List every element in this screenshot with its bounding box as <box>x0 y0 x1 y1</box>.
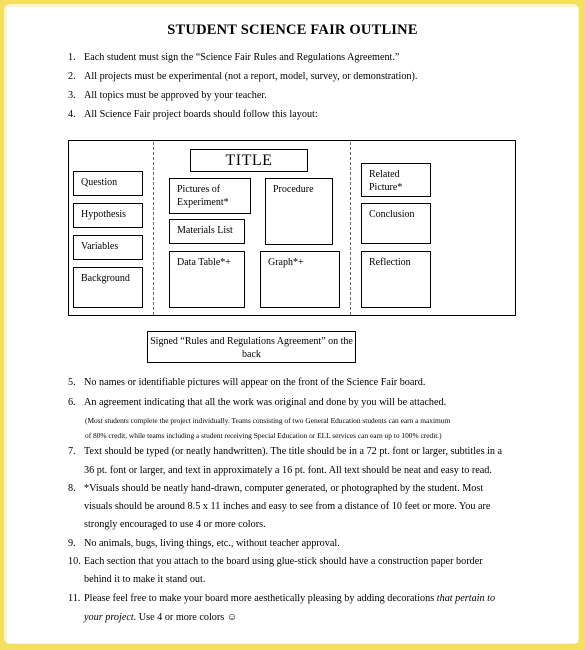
question-box: Question <box>73 171 143 196</box>
materials-box: Materials List <box>169 219 245 244</box>
credit-note-line: (Most students complete the project individually. Teams consisting of two General Education students can earn a maximum <box>85 416 451 425</box>
hypothesis-box: Hypothesis <box>73 203 143 228</box>
fold-line-left <box>153 142 154 315</box>
variables-box: Variables <box>73 235 143 260</box>
graph-box: Graph*+ <box>260 251 340 308</box>
credit-note-line: of 80% credit, while teams including a student receiving Special Education or ELL services can earn up to 100% credit.) <box>85 431 442 440</box>
pictures-box: Pictures of Experiment* <box>169 178 251 214</box>
procedure-box: Procedure <box>265 178 333 245</box>
conclusion-box: Conclusion <box>361 203 431 244</box>
reflection-box: Reflection <box>361 251 431 308</box>
signed-agreement-box: Signed “Rules and Regulations Agreement” on the back <box>147 331 356 363</box>
document-title: STUDENT SCIENCE FAIR OUTLINE <box>167 22 418 38</box>
background-box: Background <box>73 267 143 308</box>
related-picture-box: Related Picture* <box>361 163 431 197</box>
fold-line-right <box>350 142 351 315</box>
data-table-box: Data Table*+ <box>169 251 245 308</box>
board-title-box: TITLE <box>190 149 308 172</box>
